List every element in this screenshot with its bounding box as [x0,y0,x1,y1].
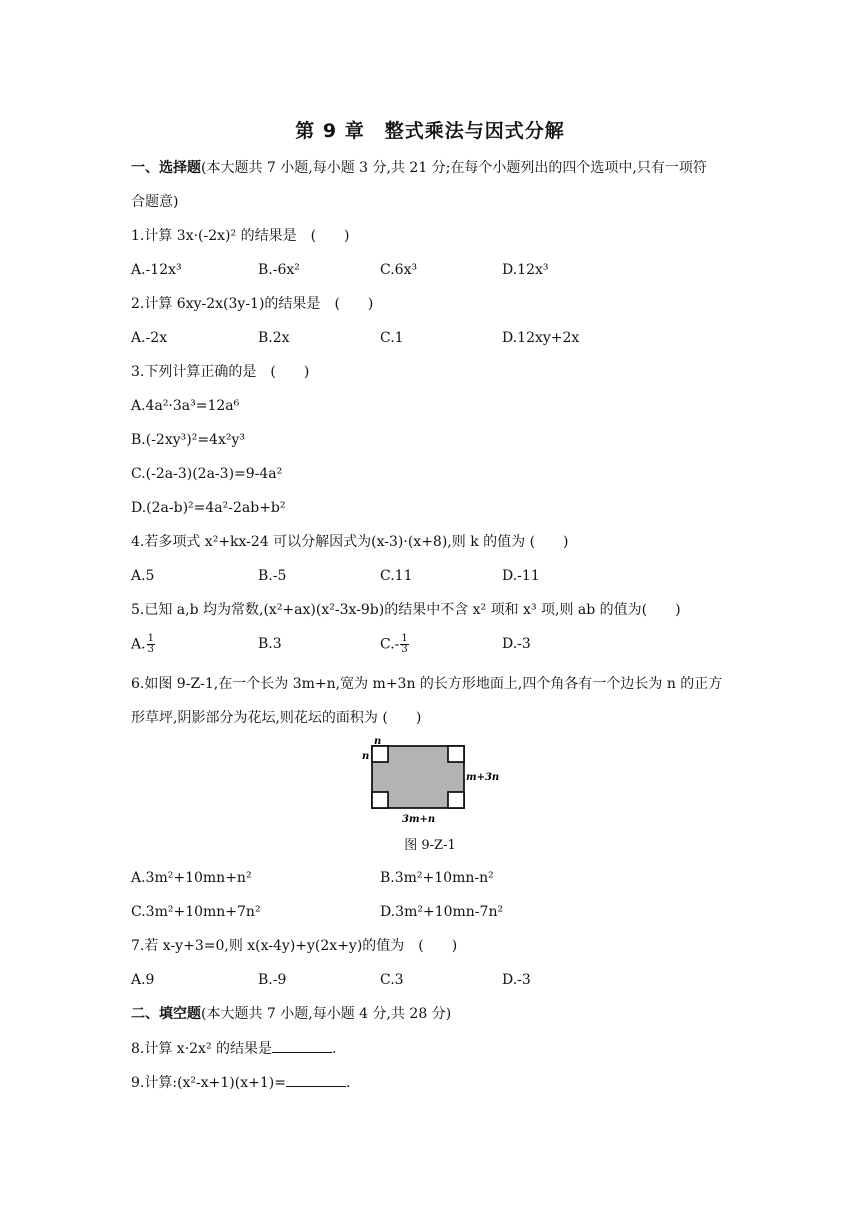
fraction-denominator: 3 [401,644,408,655]
label-n-top: n [374,736,382,747]
figure-9-z-1 [358,736,508,826]
answer-paren: ( ) [382,710,422,726]
q2-option-a: A.-2x [131,330,168,346]
section2-header [131,1004,731,1024]
answer-blank[interactable] [272,1038,332,1053]
q3-option-d: D.(2a-b)²=4a²-2ab+b² [131,500,286,516]
chapter-title: 第 9 章 整式乘法与因式分解 [295,120,565,142]
answer-paren: ( ) [334,296,374,312]
q3-option-c: C.(-2a-3)(2a-3)=9-4a² [131,466,283,482]
question-9 [131,1072,731,1093]
q6-option-b: B.3m²+10mn-n² [380,870,494,886]
section1-head: 一、选择题 [131,160,201,176]
answer-paren: ( ) [529,534,569,550]
section2-desc: (本大题共 7 小题,每小题 4 分,共 28 分) [201,1006,452,1022]
q1-option-b: B.-6x² [258,262,300,278]
q5-option-c-label: C.- [380,636,400,653]
question-2-text: 2.计算 6xy-2x(3y-1)的结果是 [131,296,321,312]
q6-option-a: A.3m²+10mn+n² [131,870,252,886]
q3-option-a: A.4a²·3a³=12a⁶ [131,398,240,414]
question-8-end: . [332,1041,337,1057]
lawn-square-bottom-left [372,792,388,808]
question-4-text: 4.若多项式 x²+kx-24 可以分解因式为(x-3)·(x+8),则 k 的值为 [131,534,526,550]
q2-option-b: B.2x [258,330,290,346]
q7-option-a: A.9 [131,972,155,988]
question-1-text: 1.计算 3x·(-2x)² 的结果是 [131,228,297,244]
question-5 [131,600,731,620]
q5-option-b: B.3 [258,636,282,652]
q6-option-d: D.3m²+10mn-7n² [380,904,504,920]
q4-option-c: C.11 [380,568,413,584]
question-8 [131,1038,731,1059]
section1-desc-line2: 合题意) [131,194,179,210]
q3-option-b: B.(-2xy³)²=4x²y³ [131,432,245,448]
question-1 [131,226,731,246]
fraction-numerator: 1 [401,633,408,644]
q1-option-d: D.12x³ [502,262,549,278]
q4-option-b: B.-5 [258,568,287,584]
section1-desc-line1: (本大题共 7 小题,每小题 3 分,共 21 分;在每个小题列出的四个选项中,只有一项符 [201,160,707,176]
q6-option-c: C.3m²+10mn+7n² [131,904,261,920]
question-9-end: . [345,1075,351,1091]
answer-paren: ( ) [270,364,310,380]
fraction-denominator: 3 [147,644,154,655]
q5-option-a [131,634,156,655]
fraction [400,634,408,655]
lawn-square-top-right [448,746,464,762]
figure-caption: 图 9-Z-1 [404,838,456,853]
q5-option-a-label: A. [131,636,146,653]
question-8-text: 8.计算 x·2x² 的结果是 [131,1041,273,1057]
answer-paren: ( ) [641,602,681,618]
q5-option-c [380,634,410,655]
question-4 [131,532,731,552]
fraction [147,634,155,655]
question-9-text: 9.计算:(x²-x+1)(x+1)= [131,1075,286,1091]
answer-paren: ( ) [310,228,350,244]
q2-option-d: D.12xy+2x [502,330,580,346]
lawn-square-bottom-right [448,792,464,808]
q1-option-a: A.-12x³ [131,262,182,278]
question-5-text: 5.已知 a,b 均为常数,(x²+ax)(x²-3x-9b)的结果中不含 x² 项和 x³ 项,则 ab 的值为 [131,602,642,618]
q4-option-d: D.-11 [502,568,540,584]
q5-option-d: D.-3 [502,636,531,652]
q7-option-d: D.-3 [502,972,531,988]
answer-blank[interactable] [286,1072,346,1087]
question-7 [131,936,731,956]
q4-option-a: A.5 [131,568,155,584]
answer-paren: ( ) [418,938,458,954]
question-3 [131,362,731,382]
q2-option-c: C.1 [380,330,404,346]
fraction-numerator: 1 [147,633,154,644]
question-6-line2 [131,708,731,728]
question-6-text: 形草坪,阴影部分为花坛,则花坛的面积为 [131,710,378,726]
q1-option-c: C.6x³ [380,262,418,278]
q7-option-c: C.3 [380,972,404,988]
lawn-square-top-left [372,746,388,762]
label-n-left: n [362,751,370,762]
label-length: 3m+n [402,814,436,825]
section1-header [131,158,731,178]
label-width: m+3n [466,772,500,783]
question-2 [131,294,731,314]
q7-option-b: B.-9 [258,972,287,988]
question-6-line1: 6.如图 9-Z-1,在一个长为 3m+n,宽为 m+3n 的长方形地面上,四个角各有一个边长为 n 的正方 [131,676,723,692]
question-7-text: 7.若 x-y+3=0,则 x(x-4y)+y(2x+y)的值为 [131,938,405,954]
question-3-text: 3.下列计算正确的是 [131,364,257,380]
section2-head: 二、填空题 [131,1006,201,1022]
